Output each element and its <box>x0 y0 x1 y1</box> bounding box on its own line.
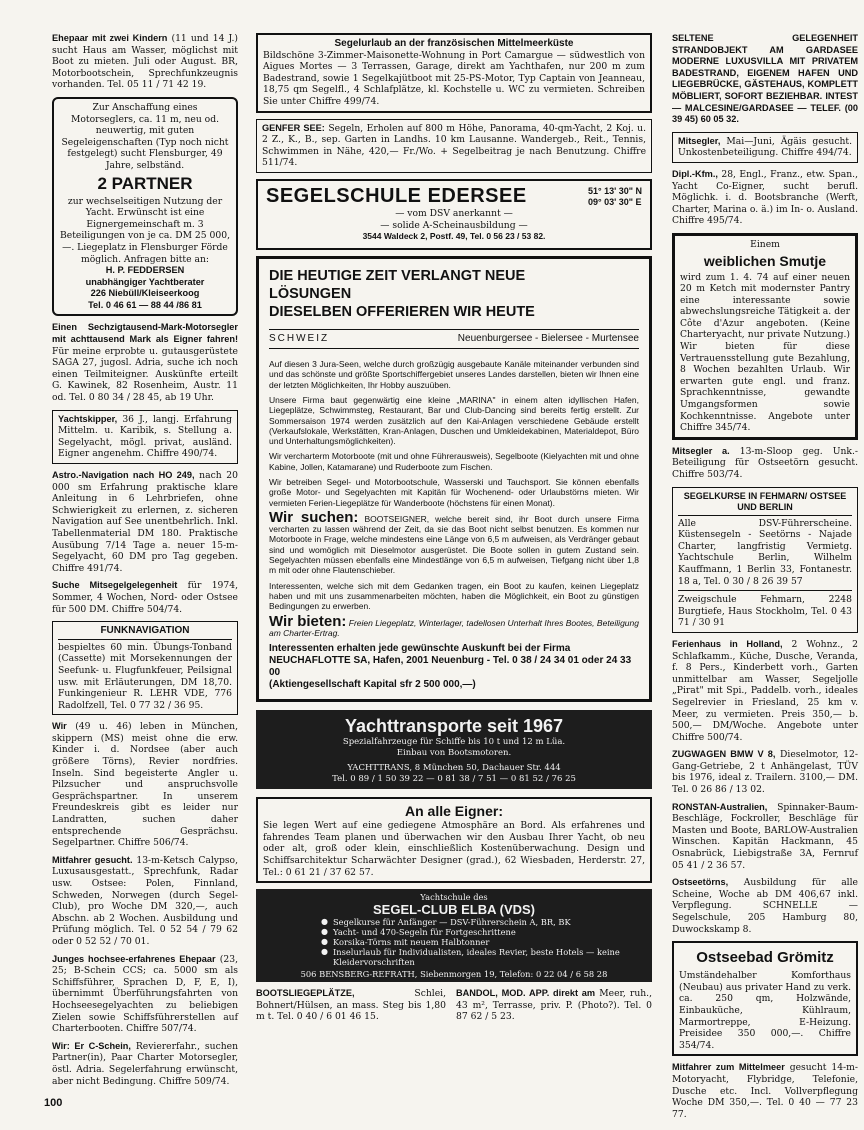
genfer-see-ad: GENFER SEE: Segeln, Erholen auf 800 m Höhe, Panorama, 40-qm-Yacht, 2 Koj. u. 2 Z., K., B., sep. Garten in Landhs. 10 km Lausanne. Wandergeb., Reit., Tennis, Schwimmen in Nähe, 420,— Fr./Wo. + Segelbeitrag je nach Benutzung. Chiffre 511/74. <box>256 119 652 173</box>
column-middle <box>256 33 652 1029</box>
classified-ad: Ostseetörns, Ausbildung für alle Scheine, Woche ab DM 406,67 inkl. Verpflegung. SCHNELLE — Segelschule, 205 Hamburg 80, Duwockskamp 8. <box>672 877 858 935</box>
classified-ad: Astro.-Navigation nach HO 249, nach 20 000 sm Erfahrung praktische klare Anleitung in 6 Lehrbriefen, ohne Schwierigkeit zu erlernen, z. sicheren Navigation auf See unentbehrlich. Inkl. Tabellenmaterial DM 180. Praktische Ausübung 7/14 Tage a. neuer 15-m-Segelyacht, 60 DM pro Tag gegeben. Chiffre 491/74. <box>52 470 238 574</box>
classified-ad: ZUGWAGEN BMW V 8, Dieselmotor, 12-Gang-Getriebe, 2 t Anhängelast, TÜV bis 1976, ideal z. Trailern. 3100,— DM. Tel. 0 26 86 / 13 02. <box>672 749 858 796</box>
classified-ad: BANDOL, MOD. APP. direkt am Meer, ruh., 43 m², Terrasse, priv. P. (Photo?). Tel. 0 87 62 / 5 23. <box>456 988 652 1023</box>
classified-ad: Junges hochsee-erfahrenes Ehepaar (23, 25; B-Schein CCS; ca. 5000 sm als Schiffsführer, Sprachen D, F, E, I), übernimmt Überführungsfahrten von Hochseesegelyachten zu beliebigen Zielen sowie Schiffsführerstellen auf Charterbooten. Chiffre 507/74. <box>52 953 238 1035</box>
list-item: ● Inselurlaub für Individualisten, ideales Revier, beste Hotels — keine Kleidervorschriften <box>333 947 644 967</box>
page-number: 100 <box>44 1097 63 1109</box>
segelkurse-ad: SEGELKURSE IN FEHMARN/ OSTSEE UND BERLIN Alle DSV-Führerscheine. Küstensegeln - Seetörns - Najade Charter, langfristig Vermietg. Yachtschule Berlin, Wilhelm Kauffmann, 1 Berlin 33, Fontanestr. 18 a, Tel. 0 30 / 8 26 39 57 Zweigschule Fehmarn, 2248 Burgtiefe, Haus Stockholm, Tel. 0 43 71 / 30 91 <box>672 487 858 633</box>
partner-ad: Zur Anschaffung eines Motorseglers, ca. 11 m, neu od. neuwertig, mit guten Segeleigenschaften (Typ noch nicht festgelegt) sucht Flensburger, 49 Jahre, selbständ. 2 PARTNER zur wechselseitigen Nutzung der Yacht. Erwünscht ist eine Eignergemeinschaft m. 3 Beteiligungen von je ca. DM 25 000,—. Liegeplatz in Flensburger Förde möglich. Anfragen bitte an: H. P. FEDDERSEN unabhängiger Yachtberater 226 Niebüll/Kleiseerkoog Tel. 0 46 61 — 88 44 /86 81 <box>52 97 238 317</box>
classified-ad: RONSTAN-Australien, Spinnaker-Baum-Beschläge, Fockroller, Beschläge für Masten und Boote, BARLOW-Australien Winschen. Kapitän Hackmann, 45 Osnabrück, Liebigstraße 3A, Fernruf 05 41 / 2 36 57. <box>672 801 858 871</box>
neuchaflotte-ad: DIE HEUTIGE ZEIT VERLANGT NEUE LÖSUNGEN DIESELBEN OFFERIEREN WIR HEUTE SCHWEIZ Neuenburgersee - Bielersee - Murtensee Auf diesen 3 Jura-Seen, welche durch großzügig ausgebaute Kanäle miteinander verbunden sind und das schönste und größte Sportschiffergebiet unseres Landes darstellen, bieten wir Ihnen eine der letzten Möglichkeiten, Ihr Hobby auszuüben. Unsere Firma baut gegenwärtig eine kleine „MARINA" in einem alten idyllischen Hafen, Liegeplätze, Schwimmsteg, Restaurant, Bar und Club-Dancing sind bereits fertig erstellt. Zur Sommersaison 1974 werden zusätzlich auf den Kai-Anlagen verschiedene Gebäude erstellt (Verkaufslokale, Werkstätten, Kran-Anlagen, Duschen und Umkleidekabinen, Materialdepot, Büro und Unterhaltungsmöglichkeiten). Wir vercharterm Motorboote (mit und ohne Führerausweis), Segelboote (Kielyachten mit und ohne Kabine, Jollen, Katamarane) und Ruderboote zum Fischen. Wir betreiben Segel- und Motorbootschule, Wasserski und Tauchsport. Sie können ebenfalls große Motor- und Segelyachten mit Kapitän für Wochenend- oder Urlaubstörns mieten. Wir vermieten Ferien-Liegeplätze für Wanderboote (höchstens für einen Monat). Wir suchen: BOOTSEIGNER, welche bereit sind, ihr Boot durch unsere Firma vercharten zu lassen während der Zeit, da sie das Boot nicht selbst benutzen. Es kommen nur Motorboote in Frage, welche mindestens eine Länge von 6,5 m aufweisen, als Verdränger gebaut sind und womöglich mit Dieselmotor ausgerüstet. Die Boote sollen in gutem Zustand sein. Segelyachten müssen ebenfalls eine Mindestlänge von 6,5 m aufweisen, Tiefgang nicht über 1,8 m mit oder ohne Flautenschieber. Interessenten, welche sich mit dem Gedanken tragen, ein Boot zu kaufen, keinen Liegeplatz haben und mit uns zusammenarbeiten möchten, haben die Möglichkeit, ein Boot zu günstigen Bedingungen zu erwerben. Wir bieten: Freien Liegeplatz, Winterlager, tadellosen Unterhalt Ihres Bootes, Beteiligung am Charter-Ertrag. Interessenten erhalten jede gewünschte Auskunft bei der Firma NEUCHAFLOTTE SA, Hafen, 2001 Neuenburg - Tel. 0 38 / 24 34 01 oder 24 33 00 (Aktiengesellschaft Kapital sfr 2 500 000,—) <box>256 256 652 702</box>
classified-ad: Wir: Er C-Schein, Reviererfahr., suchen Partner(in), Paar Charter Motorsegler, östl. Adria. Segelerfahrung erwünscht, aber nicht Bedingung. Chiffre 509/74. <box>52 1040 238 1087</box>
classified-ad: SELTENE GELEGENHEIT STRANDOBJEKT AM GARDASEE MODERNE LUXUSVILLA MIT PRIVATEM BADESTRAND, EIGENEM HAFEN UND LIEGEBRÜCKE, GÄSTEHAUS, KOMPLETT MÖBLIERT, SOFORT BEZIEHBAR. INTEST — MALCESINE/GARDASEE — TELEF. (00 39 45) 60 05 32. <box>672 33 858 125</box>
funknavigation-ad: FUNKNAVIGATION bespieltes 60 min. Übungs-Tonband (Cassette) mit Morsekennungen der Seefunk- u. Flugfunkfeuer, Peilsignal usw. mit Erläuterungen, DM 18,70. Funkingenieur R. LEHR VDE, 776 Radolfzell, Tel. 0 77 32 / 36 95. <box>52 621 238 715</box>
list-item: ● Yacht- und 470-Segeln für Fortgeschrittene <box>333 927 644 937</box>
classified-ad: Ehepaar mit zwei Kindern (11 und 14 J.) sucht Haus am Wasser, möglichst mit Boot zu mieten. Juli oder August. BR, Motorbootschein, Sprechfunkzeugnis vorhanden. Tel. 05 11 / 71 42 19. <box>52 33 238 91</box>
groemitz-ad: Ostseebad Grömitz Umständehalber Komforthaus (Neubau) aus privater Hand zu verk. ca. 250 qm, Holzwände, Einbauküche, Kühlraum, Marmortreppe, E-Heizung. Preisidee 350 000,—. Chiffre 354/74. <box>672 941 858 1056</box>
classified-ad: Einen Sechzigtausend-Mark-Motorsegler mit achttausend Mark als Eigner fahren! Für meine erprobte u. gutausgerüstete SAGA 27, jugosl. Adria, suche ich noch einen Teilmiteigner. Auskünfte erteilt G. Kawinek, 82 Rosenheim, Austr. 11 od. Tel. 0 80 34 / 28 45, ab 19 Uhr. <box>52 322 238 404</box>
column-left <box>52 33 238 1093</box>
classified-ad: Yachtskipper, 36 J., langj. Erfahrung Mittelm. u. Karibik, s. Stellung a. Segelyacht, mögl. privat, ausländ. Eigner angenehm. Chiffre 490/74. <box>52 410 238 464</box>
list-item: ● Segelkurse für Anfänger — DSV-Führerschein A, BR, BK <box>333 917 644 927</box>
an-alle-eigner-ad: An alle Eigner: Sie legen Wert auf eine gediegene Atmosphäre an Bord. Als erfahrenes und fahrendes Team planen und überwachen wir den Ausbau Ihrer Yacht, ob neu oder alt, groß oder klein, einschließlich Kostenüberwachung. Design und Schiffsarchitektur Scharwächter Designer (grad.), 62 Wiesbaden, Herderstr. 27, Tel.: 0 61 21 / 37 62 57. <box>256 797 652 883</box>
classified-ad: Dipl.-Kfm., 28, Engl., Franz., etw. Span., Yacht Co-Eigner, sucht berufl. Möglichk. i. d. Bootsbranche (Werft, Charter, Marina o. ä.) im In- o. Ausland. Chiffre 495/74. <box>672 168 858 227</box>
classified-ad: Mitsegler a. 13-m-Sloop geg. Unk.-Beteiligung für Ostseetörn gesucht. Chiffre 503/74. <box>672 445 858 480</box>
course-list <box>319 917 644 967</box>
list-item: ● Korsika-Törns mit neuem Halbtonner <box>333 937 644 947</box>
classified-ad: Ferienhaus in Holland, 2 Wohnz., 2 Schlafkamm., Küche, Dusche, Veranda, f. 8 Pers., Kinderbett vorh., Garten unmittelbar am Wasser, Segeljolle „Pirat" mit Spi., Paddelb. vorh., ideales Segelrevier in Friesland, 25 km v. Meer, zu vermieten. Preis 350,— b. 500,— DM/Woche. Angebote unter Chiffre 500/74. <box>672 638 858 743</box>
smutje-ad: Einem weiblichen Smutje wird zum 1. 4. 74 auf einer neuen 20 m Ketch mit modernster Pantry eine interessante sowie abwechslungsreiche Tätigkeit a. der Côte d'Azur angeboten. (Keine Charteryacht, nur private Nutzung.) Wir bieten für diese Vertrauensstellung gute Bezahlung, 8 Wochen bezahlten Urlaub. Wir erwarten gute engl. und franz. Sprachkenntnisse, gewandte Umgangsformen sowie Kochkenntnisse. Angebote unter Chiffre 345/74. <box>672 233 858 440</box>
classified-ad: BOOTSLIEGEPLÄTZE, Schlei, Bohnert/Hülsen, an mass. Steg bis 1,80 m t. Tel. 0 40 / 6 01 46 15. <box>256 988 446 1023</box>
classified-ad: Suche Mitsegelgelegenheit für 1974, Sommer, 4 Wochen, Nord- oder Ostsee für 500 DM. Chiffre 504/74. <box>52 580 238 615</box>
edersee-ad: SEGELSCHULE EDERSEE 51° 13' 30" N 09° 03' 30" E — vom DSV anerkannt — — solide A-Scheinausbildung — 3544 Waldeck 2, Postf. 49, Tel. 0 56 23 / 53 82. <box>256 179 652 250</box>
yachttransporte-ad: Yachttransporte seit 1967 Spezialfahrzeuge für Schiffe bis 10 t und 12 m Lüa. Einbau von Bootsmotoren. YACHTTRANS, 8 München 50, Dachauer Str. 444 Tel. 0 89 / 1 50 39 22 — 0 81 38 / 7 51 — 0 81 52 / 76 25 <box>256 710 652 789</box>
classified-ad: Mitsegler, Mai—Juni, Ägäis gesucht. Unkostenbeteiligung. Chiffre 494/74. <box>672 132 858 163</box>
classified-ad: Mitfahrer gesucht. 13-m-Ketsch Calypso, Luxusausgestatt., Sprechfunk, Radar usw. Ostsee: Polen, Finnland, Schweden, Norwegen (durch Segel-Club), pro Woche DM 320,—, auch Abschn. ab 2 Wochen. Ausbildung und Prüfung möglich. Tel. 0 52 54 / 79 62 oder 0 52 52 / 70 01. <box>52 854 238 947</box>
headline: 2 PARTNER <box>97 173 193 193</box>
classified-ad: Wir (49 u. 46) leben in München, skippern (MS) meist ohne die erw. Kinder i. d. Nordsee (aber auch größere Törns), Revier nordfries. Inseln. Sind begeisterte Angler u. Pilzsucher und anspruchsvolle Gesprächspartner. In unserem Freundeskreis gibt es leider nur Landratten, suchen daher entsprechende Gesprächsu. Segelpartner. Chiffre 506/74. <box>52 721 238 849</box>
column-right <box>672 33 858 1126</box>
camargue-ad: Segelurlaub an der französischen Mittelmeerküste Bildschöne 3-Zimmer-Maisonette-Wohnung in Port Camargue — südwestlich von Aigues Mortes — 3 Terrassen, Garage, direkt am Yachthafen, nur 200 m zum Badestrand, sowie 1 Segelkajütboot mit 25-PS-Motor, Typ Captain von Jeanneau, 18,75 qm Segelfl., 4 Schlafplätze, kl. Kochstelle u. WC zu vermieten. Schreiben Sie unter Chiffre 499/74. <box>256 33 652 113</box>
classified-ad: Mitfahrer zum Mittelmeer gesucht 14-m-Motoryacht, Flybridge, Telefonie, Dusche etc. Incl. Vollverpflegung Woche DM 350,—. Tel. 0 40 — 77 23 77. <box>672 1062 858 1120</box>
segel-club-elba-ad: Yachtschule des SEGEL-CLUB ELBA (VDS) ● Segelkurse für Anfänger — DSV-Führerschein A, BR, BK ● Yacht- und 470-Segeln für Fortgeschrittene ● Korsika-Törns mit neuem Halbtonner ● Inselurlaub für Individualisten, ideales Revier, beste Hotels — keine Kleidervorschriften 506 BENSBERG-REFRATH, Siebenmorgen 19, Telefon: 0 22 04 / 6 58 28 <box>256 889 652 982</box>
